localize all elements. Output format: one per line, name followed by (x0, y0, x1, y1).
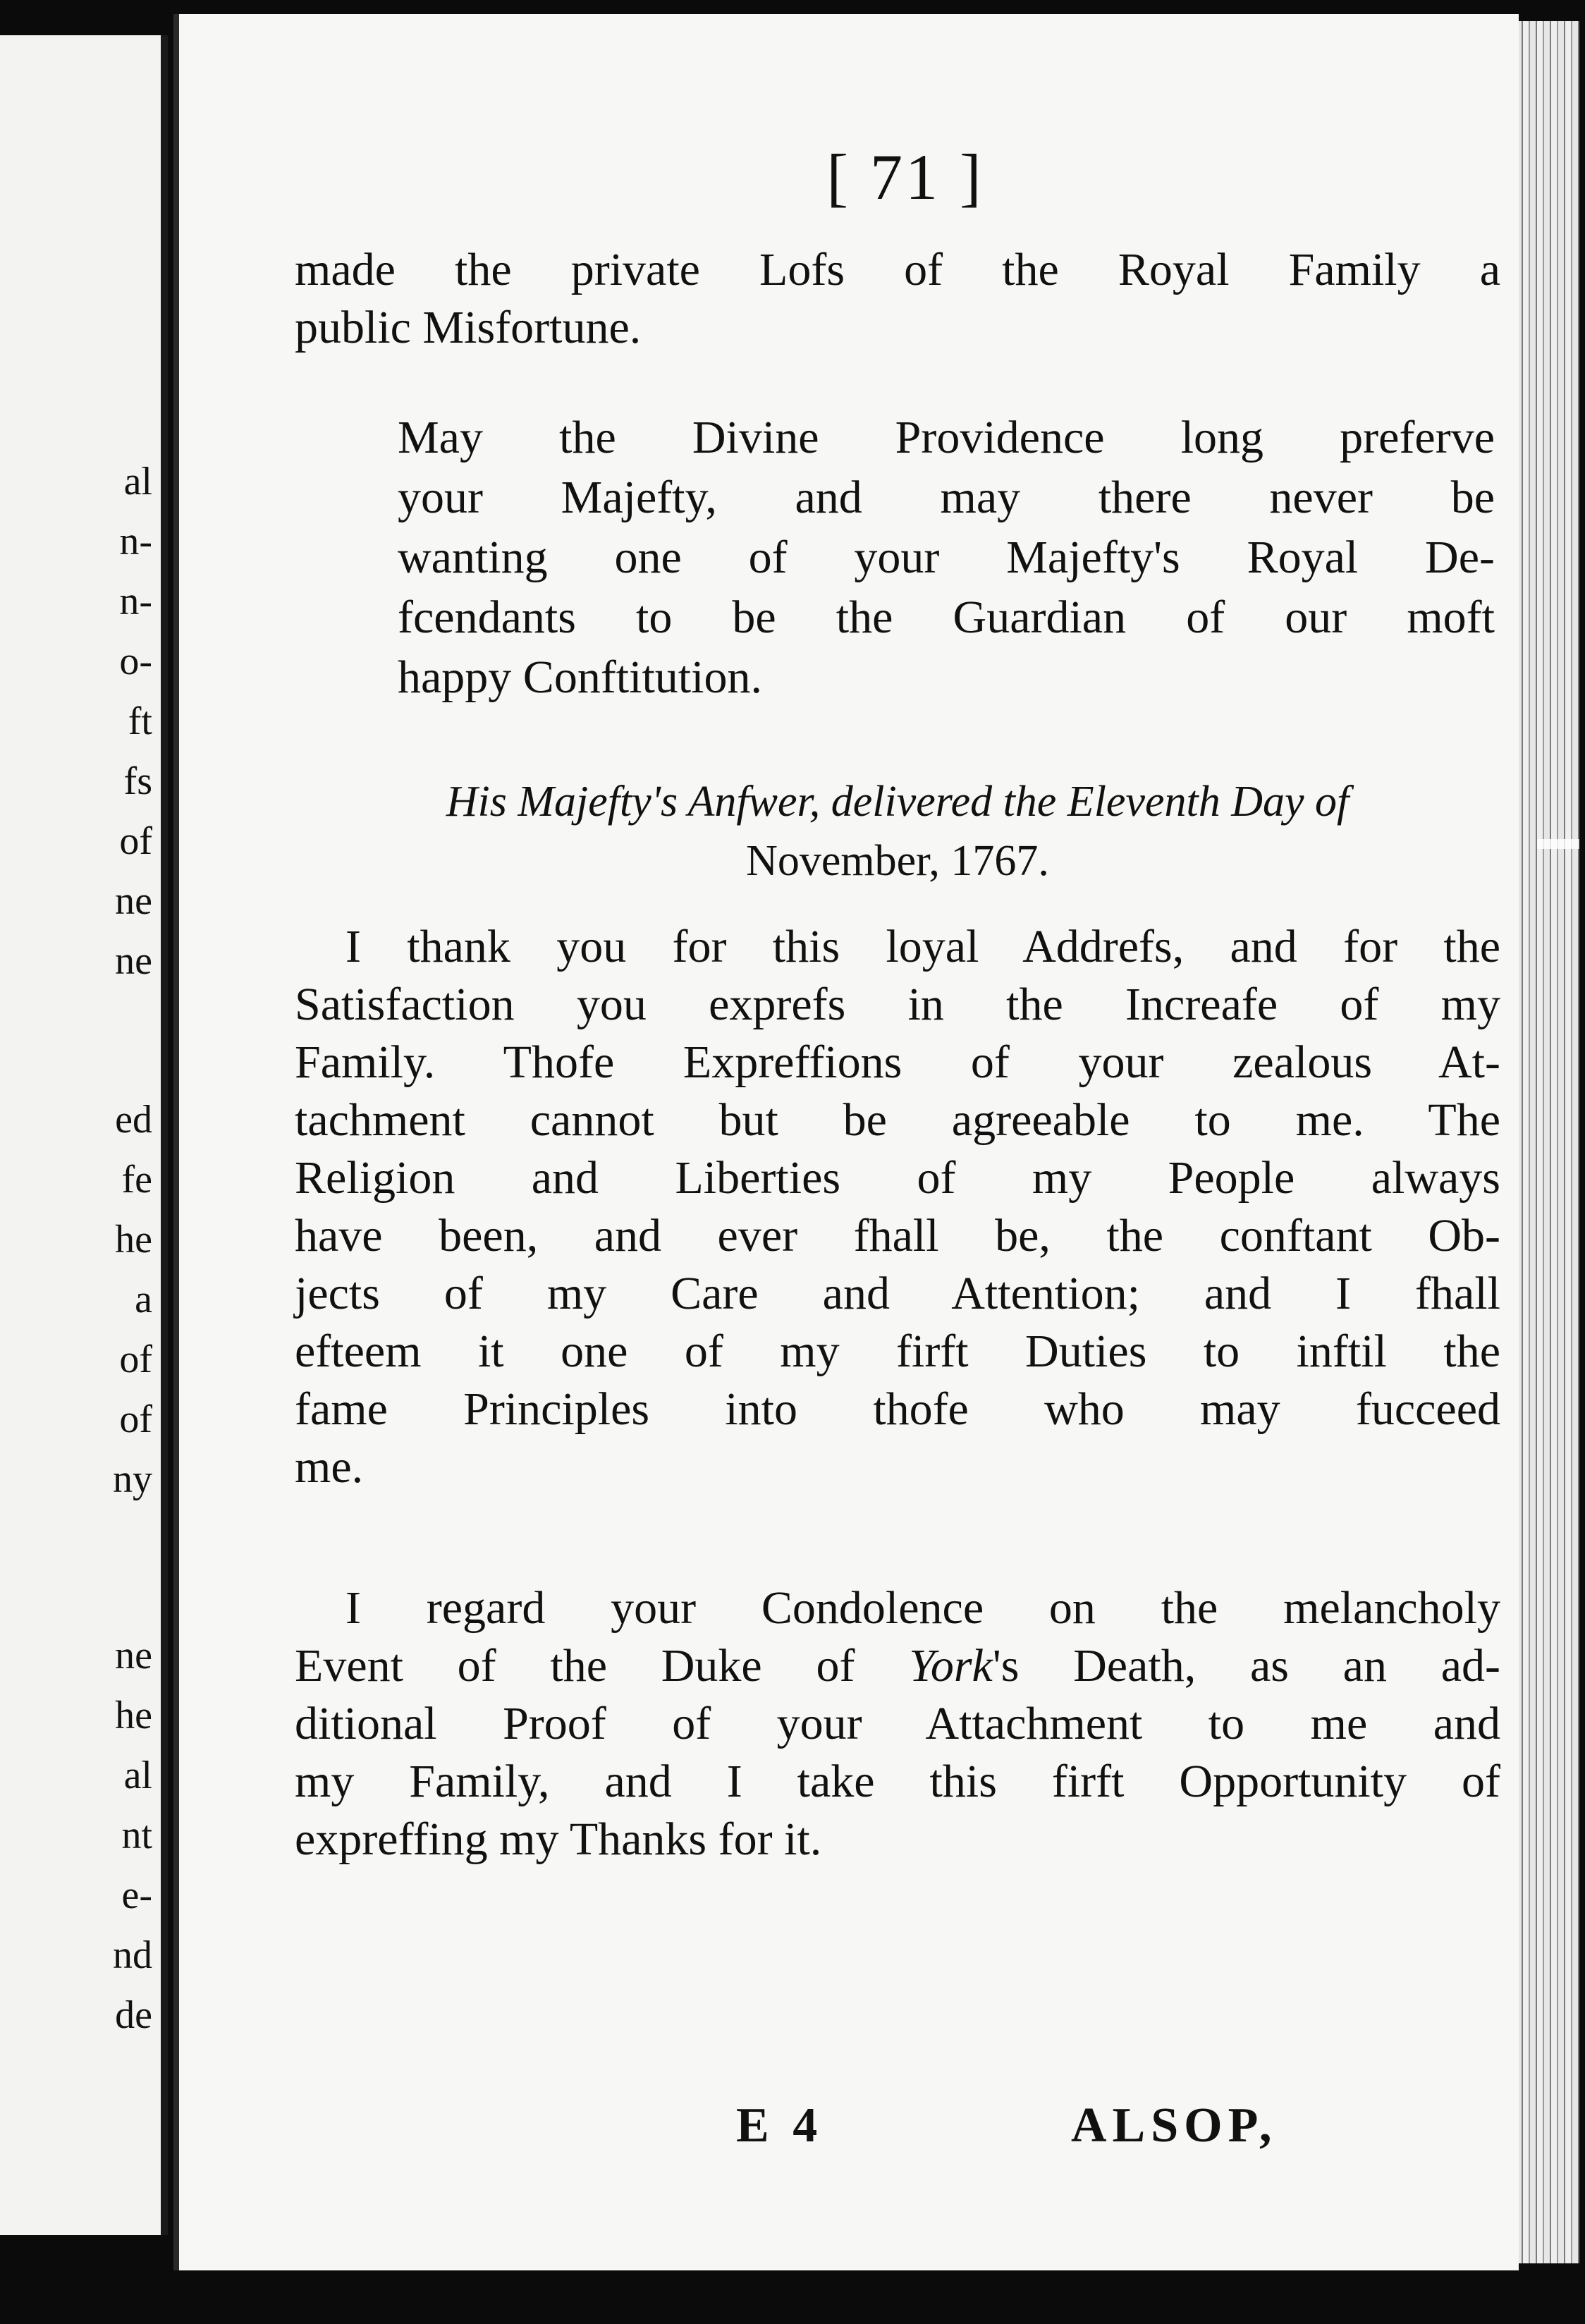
left-fragment: of (119, 1398, 152, 1441)
left-fragment: fe (121, 1158, 152, 1201)
text-line: have been, and ever fhall be, the conftant Ob- (295, 1210, 1500, 1261)
left-fragment: al (123, 1754, 152, 1797)
left-fragment: nt (121, 1814, 152, 1857)
left-fragment: o- (119, 640, 152, 683)
text-line: my Family, and I take this firft Opportunity of (295, 1756, 1500, 1807)
book-page (173, 14, 1519, 2270)
text-line: I regard your Condolence on the melancholy (345, 1582, 1500, 1634)
paragraph-4 (295, 1579, 1500, 1869)
text-line: I thank you for this loyal Addrefs, and for the (345, 921, 1500, 972)
text-line: happy Conftitution. (398, 652, 762, 703)
catchword: ALSOP, (1071, 2098, 1278, 2153)
paragraph-3 (295, 918, 1500, 1496)
left-fragment: n- (119, 520, 152, 563)
text-fragment: 's Death, as an ad- (992, 1640, 1500, 1692)
text-line: your Majefty, and may there never be (398, 472, 1495, 523)
paragraph-1 (295, 241, 1500, 357)
left-facing-page (0, 35, 168, 2235)
paragraph-2 (398, 408, 1495, 707)
text-line: tachment cannot but be agreeable to me. The (295, 1094, 1500, 1146)
left-fragment: ed (115, 1098, 152, 1142)
text-line: expreffing my Thanks for it. (295, 1814, 822, 1865)
text-line (295, 1637, 1500, 1695)
left-fragment: he (115, 1218, 152, 1261)
text-line: fcendants to be the Guardian of our moft (398, 592, 1495, 643)
text-line: jects of my Care and Attention; and I fhall (295, 1268, 1500, 1319)
text-line: wanting one of your Majefty's Royal De- (398, 532, 1495, 583)
left-fragment: ne (115, 879, 152, 923)
left-fragment: n- (119, 580, 152, 623)
text-line: Family. Thofe Expreffions of your zealous At- (295, 1036, 1500, 1088)
text-line: ditional Proof of your Attachment to me and (295, 1698, 1500, 1749)
text-line: public Misfortune. (295, 302, 642, 353)
heading-date: November, 1767. (746, 837, 1049, 885)
text-line: Religion and Liberties of my People always (295, 1152, 1500, 1204)
text-line: made the private Lofs of the Royal Family a (295, 244, 1500, 295)
left-fragment: he (115, 1694, 152, 1737)
left-fragment: ne (115, 939, 152, 983)
left-fragment: ny (113, 1457, 152, 1501)
page-number: [ 71 ] (826, 141, 984, 213)
text-fragment: Event of the Duke of (295, 1640, 910, 1692)
text-line: efteem it one of my firft Duties to inftil the (295, 1326, 1500, 1377)
left-fragment: a (135, 1278, 152, 1321)
left-fragment: e- (121, 1873, 152, 1917)
edge-mark (1537, 839, 1579, 849)
text-line: Satisfaction you exprefs in the Increafe of my (295, 979, 1500, 1030)
left-fragment: fs (123, 759, 152, 803)
text-line: May the Divine Providence long preferve (398, 412, 1495, 463)
left-fragment: nd (113, 1933, 152, 1977)
text-fragment-italic: York (909, 1640, 993, 1692)
section-heading (295, 772, 1500, 891)
heading-line: His Majefty's Anfwer, delivered the Eleventh Day of (446, 778, 1350, 826)
signature-mark: E 4 (736, 2098, 824, 2153)
text-line: fame Principles into thofe who may fucceed (295, 1383, 1500, 1435)
left-fragment: de (115, 1993, 152, 2037)
left-fragment: of (119, 1338, 152, 1381)
left-fragment: ft (128, 699, 152, 743)
text-line: me. (295, 1441, 364, 1493)
left-fragment: ne (115, 1634, 152, 1677)
left-fragment: of (119, 819, 152, 863)
page-edges (1509, 21, 1579, 2263)
left-fragment: al (123, 460, 152, 503)
